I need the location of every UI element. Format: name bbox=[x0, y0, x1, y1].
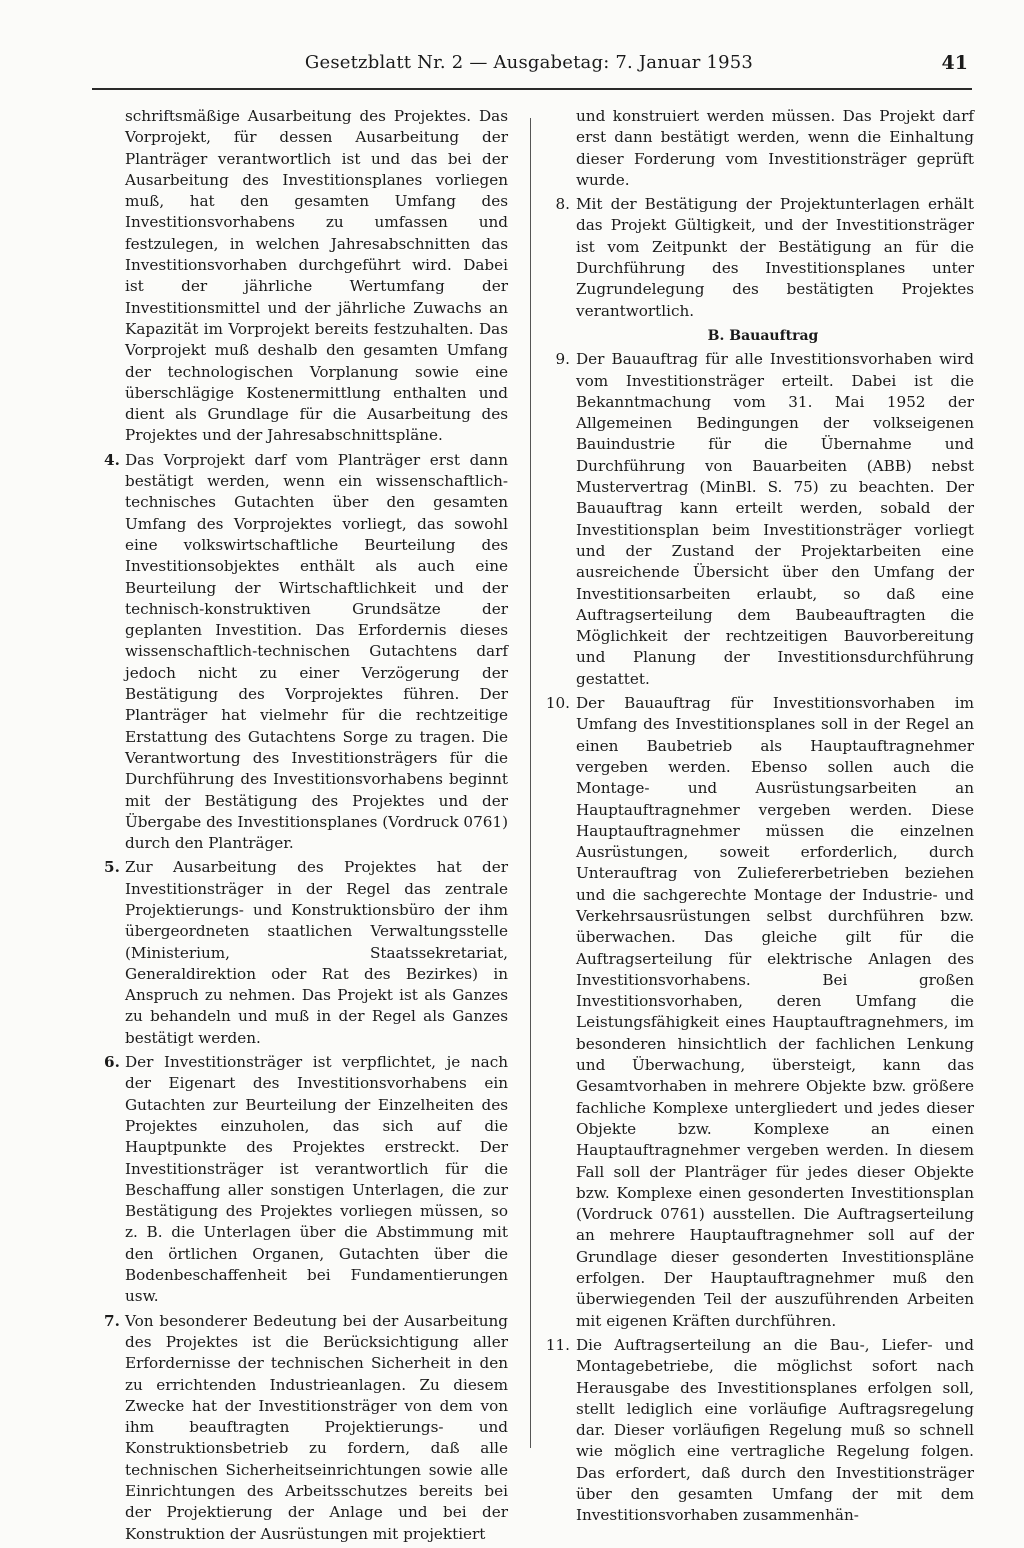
item-text: Der Bauauftrag für alle Investitionsvorhaben wird vom Investitionsträger erteilt. Dabei ist die Bekanntmachung vom 31. Mai 1952 der Allgemeinen Bedingungen der volkseigenen Bauindustrie für die Übernahme und Durchführung von Bauarbeiten (ABB) nebst Mustervertrag (MinBl. S. 75) zu beachten. Der Bauauftrag kann erteilt werden, sobald der Investitionsplan beim Investitionsträger vorliegt und der Zustand der Projektarbeiten eine ausreichende Übersicht über den Umfang der Investitionsarbeiten erlaubt, so daß eine Auftragserteilung dem Baubeauftragten die Möglichkeit der rechtzeitigen Bauvorbereitung und Planung der Investitionsdurchführung gestattet. bbox=[576, 350, 974, 688]
list-item-10 bbox=[545, 693, 974, 1332]
left-column bbox=[104, 106, 509, 1548]
header-title: Gesetzblatt Nr. 2 — Ausgabetag: 7. Januar 1953 bbox=[304, 52, 754, 73]
item-number: 7. bbox=[104, 1311, 120, 1330]
list-item-11 bbox=[545, 1335, 974, 1527]
item-text: Die Auftragserteilung an die Bau-, Liefer- und Montagebetriebe, die möglichst sofort nach Herausgabe des Investitionsplanes erfolgen soll, stellt lediglich eine vorläufige Auftragsregelung dar. Dieser vorläufigen Regelung muß so schnell wie möglich eine vertragliche Regelung folgen. Das erfordert, daß durch den Investitionsträger über den gesamten Umfang der mit dem Investitionsvorhaben zusammenhän- bbox=[576, 1335, 974, 1525]
list-item-5 bbox=[104, 857, 508, 1049]
item-number: 9. bbox=[555, 350, 570, 369]
page-header bbox=[86, 52, 972, 82]
list-item-7 bbox=[104, 1311, 508, 1545]
item-text: Zur Ausarbeitung des Projektes hat der Investitionsträger in der Regel das zentrale Projektierungs- und Konstruktionsbüro der ihm übergeordneten staatlichen Verwaltungsstelle (Ministerium, Staatssekretariat, Generaldirektion oder Rat des Bezirkes) in Anspruch zu nehmen. Das Projekt ist als Ganzes zu behandeln und muß in der Regel als Ganzes bestätigt werden. bbox=[125, 858, 508, 1047]
item-text: Von besonderer Bedeutung bei der Ausarbeitung des Projektes ist die Berücksichtigung aller Erfordernisse der technischen Sicherheit in den zu errichtenden Industrieanlagen. Zu diesem Zwecke hat der Investitionsträger von dem von ihm beauftragten Projektierungs- und Konstruktionsbetrieb zu fordern, daß alle technischen Sicherheitseinrichtungen sowie alle Einrichtungen des Arbeitsschutzes bereits bei der Projektierung der Anlage und bei der Konstruktion der Ausrüstungen mit projektiert bbox=[125, 1311, 508, 1543]
section-heading: B. Bauauftrag bbox=[707, 327, 819, 344]
continuation-paragraph: und konstruiert werden müssen. Das Projekt darf erst dann bestätigt werden, wenn die Einhaltung dieser Forderung vom Investitionsträger geprüft wurde. bbox=[576, 107, 974, 189]
list-item-8 bbox=[552, 194, 974, 322]
list-item-4 bbox=[104, 450, 509, 855]
item-number: 11. bbox=[545, 1335, 570, 1354]
list-item-9 bbox=[552, 349, 974, 690]
item-text: Der Bauauftrag für Investitionsvorhaben im Umfang des Investitionsplanes soll in der Regel an einen Baubetrieb als Hauptauftragnehmer vergeben werden. Ebenso sollen auch die Montage- und Ausrüstungsarbeiten an Hauptauftragnehmer vergeben werden. Diese Hauptauftragnehmer müssen die einzelnen Ausrüstungen, soweit erforderlich, durch Unterauftrag von Zuliefererbetrieben beziehen und die sachgerechte Montage der Industrie- und Verkehrsausrüstungen selbst durchführen bzw. überwachen. Das gleiche gilt für die Auftragserteilung für elektrische Anlagen des Investitionsvorhabens. Bei großen Investitionsvorhaben, deren Umfang die Leistungsfähigkeit eines Hauptauftragnehmers, im besonderen hinsichtlich der fachlichen Lenkung und Überwachung, übersteigt, kann das Gesamtvorhaben in mehrere Objekte bzw. größere fachliche Komplexe untergliedert und jedes dieser Objekte bzw. Komplexe an einen Hauptauftragnehmer vergeben werden. In diesem Fall soll der Planträger für jedes dieser Objekte bzw. Komplexe einen gesonderten Investitionsplan (Vordruck 0761) ausstellen. Die Auftragserteilung an mehrere Hauptauftragnehmer soll auf der Grundlage dieser gesonderten Investitionspläne erfolgen. Der Hauptauftragnehmer muß den überwiegenden Teil der auszuführenden Arbeiten mit eigenen Kräften durchführen. bbox=[576, 694, 974, 1330]
item-number: 6. bbox=[104, 1053, 120, 1072]
item-text: Mit der Bestätigung der Projektunterlagen erhält das Projekt Gültigkeit, und der Investitionsträger ist vom Zeitpunkt der Bestätigung an für die Durchführung des Investitionsplanes unter Zugrundelegung des bestätigten Projektes verantwortlich. bbox=[576, 195, 974, 320]
page-number: 41 bbox=[941, 52, 968, 74]
column-divider bbox=[530, 118, 531, 1448]
item-text: Der Investitionsträger ist verpflichtet, je nach der Eigenart des Investitionsvorhabens ein Gutachten zur Beurteilung der Einzelheiten des Projektes einzuholen, das sich auf die Hauptpunkte des Projektes erstreckt. Der Investitionsträger ist verantwortlich für die Beschaffung aller sonstigen Unterlagen, die zur Bestätigung des Projektes vorliegen müssen, so z. B. die Unterlagen über die Abstimmung mit den örtlichen Organen, Gutachten über die Bodenbeschaffenheit bei Fundamentierungen usw. bbox=[125, 1053, 508, 1306]
right-column bbox=[545, 106, 974, 1530]
list-item-6 bbox=[104, 1052, 508, 1308]
item-number: 4. bbox=[104, 450, 120, 469]
item-number: 10. bbox=[545, 694, 570, 713]
item-number: 5. bbox=[104, 858, 120, 877]
header-rule bbox=[92, 88, 972, 90]
item-number: 8. bbox=[555, 195, 570, 214]
continuation-paragraph: schriftsmäßige Ausarbeitung des Projektes. Das Vorprojekt, für dessen Ausarbeitung der Planträger verantwortlich ist und das bei der Ausarbeitung des Investitionsplanes vorliegen muß, hat den gesamten Umfang des Investitionsvorhabens zu umfassen und festzulegen, in welchen Jahresabschnitten das Investitionsvorhaben durchgeführt wird. Dabei ist der jährliche Wertumfang der Investitionsmittel und der jährliche Zuwachs an Kapazität im Vorprojekt bereits festzuhalten. Das Vorprojekt muß deshalb den gesamten Umfang der technologischen Vorplanung sowie eine überschlägige Kostenermittlung enthalten und dient als Grundlage für die Ausarbeitung des Projektes und der Jahresabschnittspläne. bbox=[125, 107, 508, 445]
item-text: Das Vorprojekt darf vom Planträger erst dann bestätigt werden, wenn ein wissenschaftlich-technisches Gutachten über den gesamten Umfang des Vorprojektes vorliegt, das sowohl eine volkswirtschaftliche Beurteilung des Investitionsobjektes enthält als auch eine Beurteilung der Wirtschaftlichkeit und der technisch-konstruktiven Grundsätze der geplanten Investition. Das Erfordernis dieses wissenschaftlich-technischen Gutachtens darf jedoch nicht zu einer Verzögerung der Bestätigung des Vorprojektes führen. Der Planträger hat vielmehr für die rechtzeitige Erstattung des Gutachtens Sorge zu tragen. Die Verantwortung des Investitionsträgers für die Durchführung des Investitionsvorhabens beginnt mit der Bestätigung des Projektes und der Übergabe des Investitionsplanes (Vordruck 0761) durch den Planträger. bbox=[125, 450, 509, 853]
